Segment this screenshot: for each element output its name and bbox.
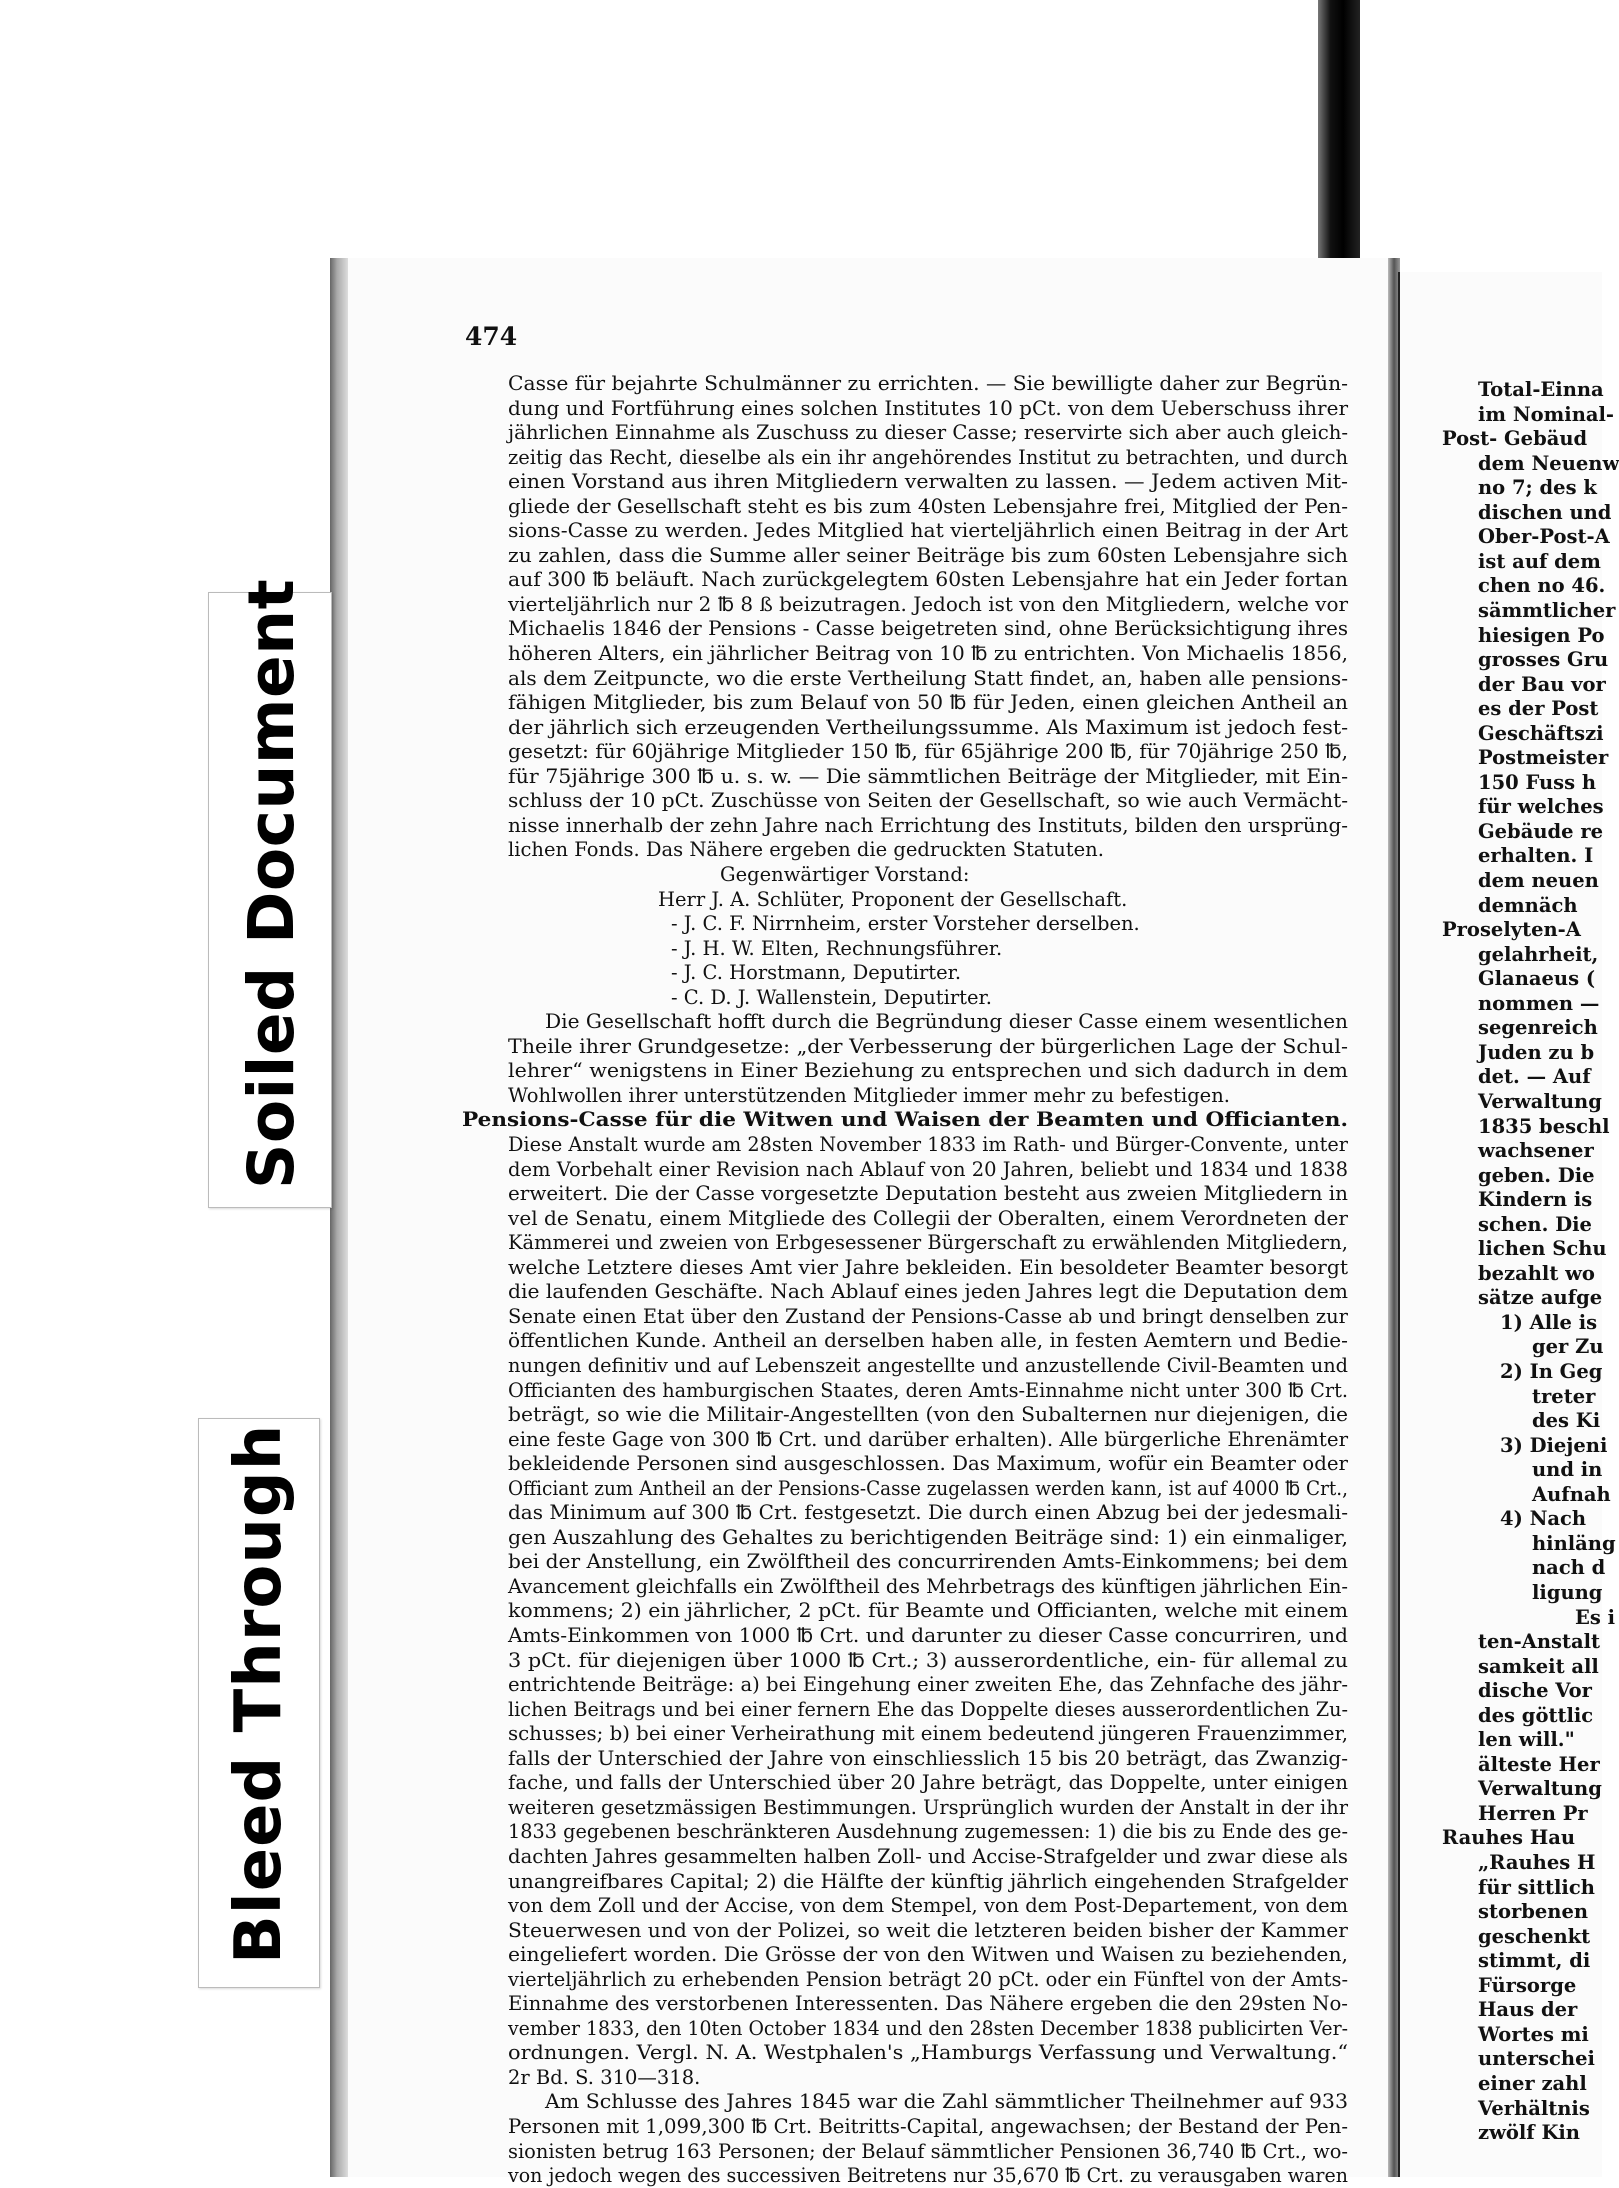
paragraph-line: entrichtende Beiträge: a) bei Eingehung einer zweiten Ehe, das Zehnfache des jähr- [508,1673,1348,1696]
right-page-line: ist auf dem [1478,550,1601,573]
paragraph-line: Avancement gleichfalls ein Zwölftheil des Mehrbetrags des künftigen jährlichen Ein- [508,1575,1349,1598]
book-gutter-shadow [1318,0,1360,300]
paragraph-line: eingeliefert worden. Die Grösse der von den Witwen und Waisen zu beziehenden, [508,1943,1348,1966]
paragraph-line: für 75jährige 300 ℔ u. s. w. — Die sämmtlichen Beiträge der Mitglieder, mit Ein- [508,765,1349,788]
paragraph-line: Senate einen Etat über den Zustand der Pensions-Casse ab und bringt denselben zur [508,1305,1348,1328]
right-page-line: storbenen [1478,1900,1589,1923]
right-page-line: Wortes mi [1478,2023,1589,2046]
paragraph-line: Am Schlusse des Jahres 1845 war die Zahl sämmtlicher Theilnehmer auf 933 [545,2090,1349,2113]
right-page-line: schen. Die [1478,1213,1592,1236]
right-page-line: Es i [1575,1606,1616,1629]
paragraph-line: gesetzt: für 60jährige Mitglieder 150 ℔, für 65jährige 200 ℔, für 70jährige 250 ℔, [508,740,1348,763]
paragraph-line: Casse für bejahrte Schulmänner zu errichten. — Sie bewilligte daher zur Begrün- [508,372,1348,395]
paragraph-line: Die Gesellschaft hofft durch die Begründung dieser Casse einem wesentlichen [545,1010,1349,1033]
paragraph-line: weiteren gesetzmässigen Bestimmungen. Ursprünglich wurden der Anstalt in der ihr [508,1796,1349,1819]
right-page-line: Post- Gebäud [1442,427,1588,450]
right-page-line: hiesigen Po [1478,624,1605,647]
paragraph-line: sionisten betrug 163 Personen; der Belauf sämmtlicher Pensionen 36,740 ℔ Crt., wo- [508,2140,1349,2163]
right-page-line: einer zahl [1478,2072,1587,2095]
paragraph-line: nisse innerhalb der zehn Jahre nach Errichtung des Instituts, bilden den ursprüng- [508,814,1349,837]
soiled-document-label [208,578,332,1208]
right-page-line: der Bau vor [1478,673,1606,696]
right-page-line: erhalten. I [1478,844,1594,867]
paragraph-line: bekleidende Personen sind ausgeschlossen. Das Maximum, wofür ein Beamter oder [508,1452,1349,1475]
paragraph-line: von jedoch wegen des successiven Beitretens nur 35,670 ℔ Crt. zu verausgaben waren [508,2164,1348,2187]
right-page-line: dischen und [1478,501,1612,524]
right-page-line: dem neuen [1478,869,1599,892]
paragraph-line: 1833 gegebenen beschränkteren Ausdehnung zugemessen: 1) die bis zu Ende des ge- [508,1820,1348,1843]
page-stack-edge [330,258,348,2177]
paragraph-line: Diese Anstalt wurde am 28sten November 1833 im Rath- und Bürger-Convente, unter [508,1133,1348,1156]
paragraph-line: beträgt, so wie die Militair-Angestellten (von den Subalternen nur diejenigen, die [508,1403,1348,1426]
paragraph-line: 2r Bd. S. 310—318. [508,2066,701,2089]
right-page-line: det. — Auf [1478,1065,1591,1088]
right-page-line: es der Post [1478,697,1599,720]
right-page-line: Kindern is [1478,1188,1593,1211]
paragraph-line: auf 300 ℔ beläuft. Nach zurückgelegtem 60sten Lebensjahre hat ein Jeder fortan [508,568,1348,591]
paragraph-line: vierteljährlich zu erhebenden Pension beträgt 20 pCt. oder ein Fünftel von der Amts- [508,1968,1349,1991]
right-page-line: geschenkt [1478,1925,1591,1948]
right-page-line: Gebäude re [1478,820,1604,843]
right-page-line: Rauhes Hau [1442,1826,1576,1849]
right-page-line: des göttlic [1478,1704,1594,1727]
soiled-document-text: Soiled Document [235,578,308,1189]
right-page-line: 4) Nach [1500,1507,1587,1530]
paragraph-line: falls der Unterschied der Jahre von einschliesslich 15 bis 20 beträgt, das Zwanzig- [508,1747,1349,1770]
paragraph-line: die laufenden Geschäfte. Nach Ablauf eines jeden Jahres legt die Deputation dem [508,1280,1348,1303]
page-number: 474 [465,322,518,351]
paragraph-line: dachten Jahres gesammelten halben Zoll- und Accise-Strafgelder und zwar diese als [508,1845,1348,1868]
right-page-line: segenreich [1478,1016,1598,1039]
right-page-line: unterschei [1478,2047,1595,2070]
paragraph-line: 3 pCt. für diejenigen über 1000 ℔ Crt.; 3) ausserordentliche, ein- für allemal zu [508,1649,1349,1672]
right-page-line: Total-Einna [1478,378,1604,401]
right-page-line: „Rauhes H [1478,1851,1596,1874]
right-page-line: len will." [1478,1728,1575,1751]
vorstand-member: - J. H. W. Elten, Rechnungsführer. [671,937,1003,960]
right-page-line: dem Neuenw [1478,452,1619,475]
paragraph-line: Personen mit 1,099,300 ℔ Crt. Beitritts-Capital, angewachsen; der Bestand der Pen- [508,2115,1348,2138]
paragraph-line: unangreifbares Capital; 2) die Hälfte der künftig jährlich eingehenden Strafgelder [508,1870,1349,1893]
vorstand-member: - C. D. J. Wallenstein, Deputirter. [671,986,992,1009]
right-page-line: Verhältnis [1478,2097,1590,2120]
right-page-line: Haus der [1478,1998,1578,2021]
paragraph-line: gliede der Gesellschaft steht es bis zum 40sten Lebensjahre frei, Mitglied der Pen- [508,495,1348,518]
right-page-line: ten-Anstalt [1478,1630,1601,1653]
vorstand-heading: Gegenwärtiger Vorstand: [720,863,970,886]
right-page-line: stimmt, di [1478,1949,1591,1972]
right-page-line: Postmeister [1478,746,1609,769]
right-page-line: Ober-Post-A [1478,525,1610,548]
paragraph-line: das Minimum auf 300 ℔ Crt. festgesetzt. Die durch einen Abzug bei der jedesmali- [508,1501,1348,1524]
paragraph-line: dung und Fortführung eines solchen Institutes 10 pCt. von dem Ueberschuss ihrer [508,397,1349,420]
right-page-line: des Ki [1532,1409,1601,1432]
right-page-line: 2) In Geg [1500,1360,1603,1383]
right-page-line: älteste Her [1478,1753,1600,1776]
right-page-line: wachsener [1478,1139,1594,1162]
paragraph-line: Michaelis 1846 der Pensions - Casse beigetreten sind, ohne Berücksichtigung ihres [508,617,1349,640]
paragraph-line: Einnahme des verstorbenen Interessenten. Das Nähere ergeben die den 29sten No- [508,1992,1348,2015]
right-page-line: Verwaltung [1478,1090,1602,1113]
right-page-line: sämmtlicher [1478,599,1616,622]
right-page-line: 1835 beschl [1478,1115,1610,1138]
right-page-line: geben. Die [1478,1164,1595,1187]
paragraph-line: welche Letztere dieses Amt vier Jahre bekleiden. Ein besoldeter Beamter besorgt [508,1256,1348,1279]
right-page-line: Proselyten-A [1442,918,1581,941]
paragraph-line: schluss der 10 pCt. Zuschüsse von Seiten der Gesellschaft, so wie auch Vermächt- [508,789,1349,812]
vorstand-member: - J. C. F. Nirrnheim, erster Vorsteher derselben. [671,912,1140,935]
paragraph-line: dem Vorbehalt einer Revision nach Ablauf von 20 Jahren, beliebt und 1834 und 1838 [508,1158,1349,1181]
right-page-line: Verwaltung [1478,1777,1602,1800]
paragraph-line: Steuerwesen und von der Polizei, so weit die letzteren beiden bisher der Kammer [508,1919,1348,1942]
paragraph-line: eine feste Gage von 300 ℔ Crt. und darüber erhalten). Alle bürgerliche Ehrenämter [508,1428,1349,1451]
right-page-line: für welches [1478,795,1604,818]
right-page-line: no 7; des k [1478,476,1597,499]
right-page-line: treter [1532,1385,1596,1408]
right-page-line: Glanaeus ( [1478,967,1596,990]
right-page-line: samkeit all [1478,1655,1599,1678]
right-page-line: Herren Pr [1478,1802,1588,1825]
paragraph-line: vember 1833, den 10ten October 1834 und den 28sten December 1838 publicirten Ver- [508,2017,1348,2040]
paragraph-line: von dem Zoll und der Accise, von dem Stempel, von dem Post-Departement, von dem [508,1894,1349,1917]
paragraph-line: gen Auszahlung des Gehaltes zu berichtigenden Beiträge sind: 1) ein einmaliger, [508,1526,1348,1549]
paragraph-line: bei der Anstellung, ein Zwölftheil des concurrirenden Amts-Einkommens; bei dem [508,1550,1349,1573]
paragraph-line: zeitig das Recht, dieselbe als ein ihr angehörendes Institut zu betrachten, und durch [508,446,1349,469]
right-page-line: grosses Gru [1478,648,1609,671]
paragraph-line: öffentlichen Kunde. Antheil an derselben haben alle, in festen Aemtern und Bedie- [508,1329,1348,1352]
right-page-line: im Nominal- [1478,403,1615,426]
right-page-line: dische Vor [1478,1679,1592,1702]
right-page-line: ger Zu [1532,1335,1604,1358]
right-page-line: Aufnah [1532,1483,1611,1506]
paragraph-line: Wohlwollen ihrer unterstützenden Mitglieder immer mehr zu befestigen. [508,1084,1230,1107]
paragraph-line: fache, und falls der Unterschied über 20 Jahre beträgt, das Doppelte, unter einigen [508,1771,1348,1794]
paragraph-line: Amts-Einkommen von 1000 ℔ Crt. und darunter zu dieser Casse concurriren, und [508,1624,1349,1647]
paragraph-line: der jährlich sich erzeugenden Vertheilungssumme. Als Maximum ist jedoch fest- [508,716,1349,739]
right-page-line: und in [1532,1458,1603,1481]
right-page-line: 3) Diejeni [1500,1434,1608,1457]
paragraph-line: ordnungen. Vergl. N. A. Westphalen's „Hamburgs Verfassung und Verwaltung.“ [508,2041,1349,2064]
bleed-through-label [198,1418,320,1988]
paragraph-line: sions-Casse zu werden. Jedes Mitglied hat vierteljährlich einen Beitrag in der Art [508,519,1348,542]
right-page-line: gelahrheit, [1478,943,1599,966]
right-page-line: 1) Alle is [1500,1311,1598,1334]
bleed-through-text: Bleed Through [222,1423,296,1964]
right-page-line: zwölf Kin [1478,2121,1580,2144]
right-page-line: demnäch [1478,894,1578,917]
paragraph-line: höheren Alters, ein jährlicher Beitrag von 10 ℔ zu entrichten. Von Michaelis 1856, [508,642,1348,665]
right-page-line: bezahlt wo [1478,1262,1595,1285]
right-page-line: nommen — [1478,992,1600,1015]
right-page-line: Geschäftszi [1478,722,1604,745]
right-page-line: chen no 46. [1478,574,1606,597]
paragraph-line: vierteljährlich nur 2 ℔ 8 ß beizutragen. Jedoch ist von den Mitgliedern, welche vor [508,593,1349,616]
right-page-line: sätze aufge [1478,1286,1603,1309]
paragraph-line: kommens; 2) ein jährlicher, 2 pCt. für Beamte und Officianten, welche mit einem [508,1599,1349,1622]
paragraph-line: Officiant zum Antheil an der Pensions-Casse zugelassen werden kann, ist auf 4000 ℔ Crt., [508,1477,1348,1500]
paragraph-line: zu zahlen, dass die Summe aller seiner Beiträge bis zum 60sten Lebensjahre sich [508,544,1348,567]
right-page-line: hinläng [1532,1532,1616,1555]
paragraph-line: schusses; b) bei einer Verheirathung mit einem bedeutend jüngeren Frauenzimmer, [508,1722,1349,1745]
right-page-line: Fürsorge [1478,1974,1577,1997]
right-page-line: 150 Fuss h [1478,771,1597,794]
paragraph-line: jährlichen Einnahme als Zuschuss zu dieser Casse; reservirte sich aber auch gleich- [508,421,1349,444]
right-page-line: für sittlich [1478,1876,1595,1899]
right-page-line: Juden zu b [1478,1041,1595,1064]
paragraph-line: fähigen Mitglieder, bis zum Belauf von 50 ℔ für Jeden, einen gleichen Antheil an [508,691,1349,714]
right-page-line: ligung [1532,1581,1603,1604]
paragraph-line: lichen Fonds. Das Nähere ergeben die gedruckten Statuten. [508,838,1104,861]
paragraph-line: einen Vorstand aus ihren Mitgliedern verwalten zu lassen. — Jedem activen Mit- [508,470,1349,493]
paragraph-line: als dem Zeitpuncte, wo die erste Vertheilung Statt findet, an, haben alle pensions- [508,667,1349,690]
paragraph-line: Theile ihrer Grundgesetze: „der Verbesserung der bürgerlichen Lage der Schul- [508,1035,1348,1058]
right-page-line: nach d [1532,1556,1606,1579]
paragraph-line: vel de Senatu, einem Mitgliede des Collegii der Oberalten, einem Verordneten der [508,1207,1348,1230]
vorstand-member: - J. C. Horstmann, Deputirter. [671,961,962,984]
vorstand-member: Herr J. A. Schlüter, Proponent der Gesellschaft. [658,888,1128,911]
paragraph-line: Kämmerei und zweien von Erbgesessener Bürgerschaft zu erwählenden Mitgliedern, [508,1231,1348,1254]
paragraph-line: Officianten des hamburgischen Staates, deren Amts-Einnahme nicht unter 300 ℔ Crt. [508,1379,1348,1402]
section-heading: Pensions-Casse für die Witwen und Waisen der Beamten und Officianten. [462,1108,1348,1131]
paragraph-line: erweitert. Die der Casse vorgesetzte Deputation besteht aus zweien Mitgliedern in [508,1182,1348,1205]
paragraph-line: nungen definitiv und auf Lebenszeit angestellte und anzustellende Civil-Beamten und [508,1354,1349,1377]
right-page-line: lichen Schu [1478,1237,1607,1260]
paragraph-line: lehrer“ wenigstens in Einer Beziehung zu entsprechen und sich dadurch in dem [508,1059,1348,1082]
paragraph-line: lichen Beitrags und bei einer fernern Ehe das Doppelte dieses ausserordentlichen Zu- [508,1698,1349,1721]
